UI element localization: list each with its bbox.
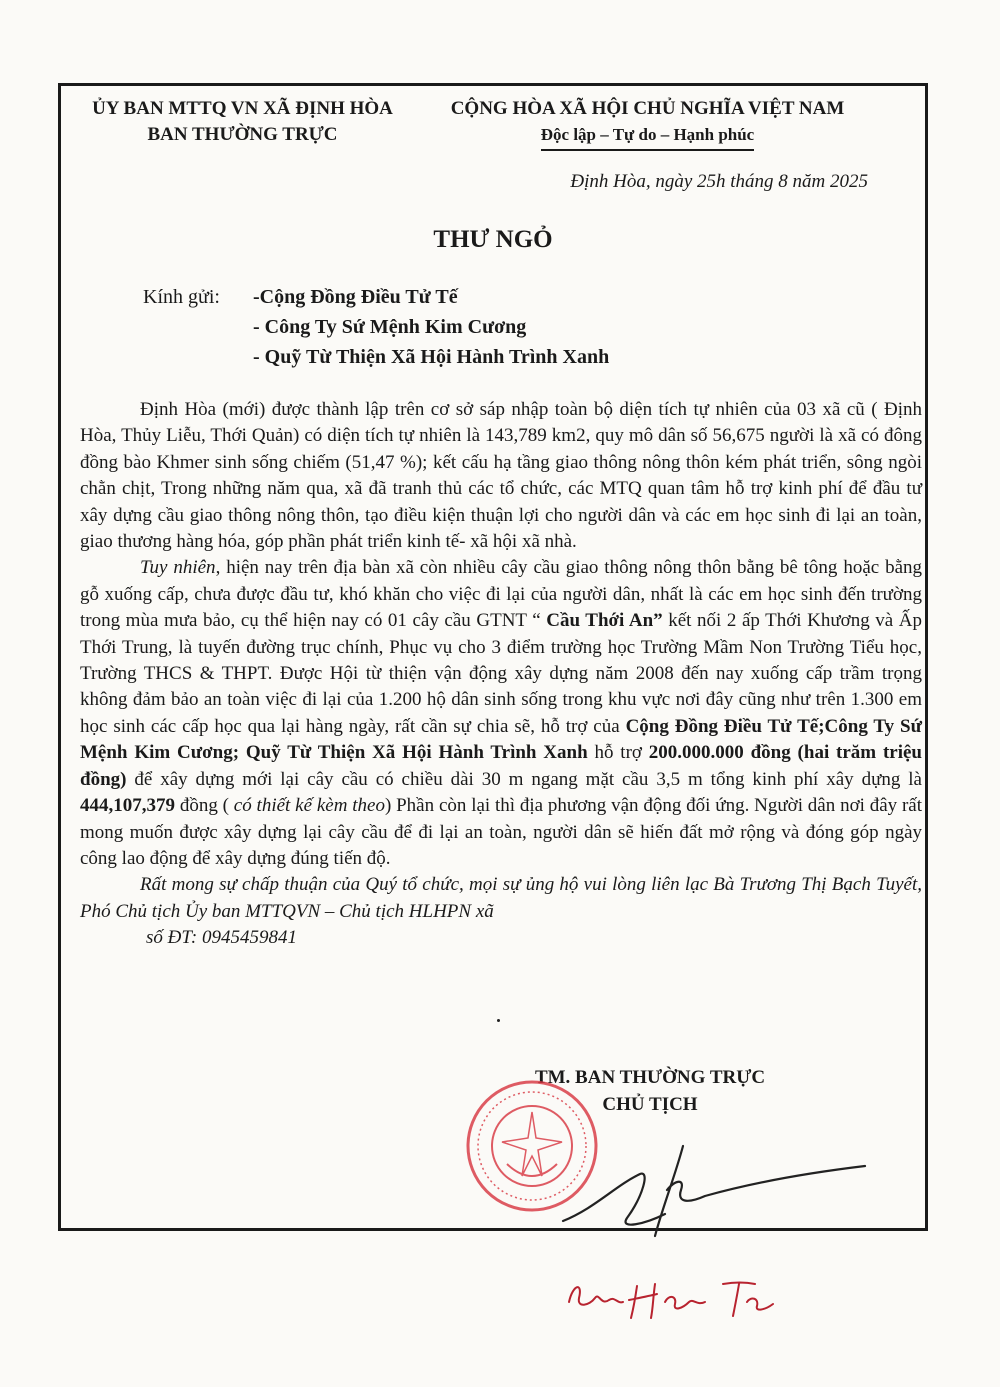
paragraph-contact: Rất mong sự chấp thuận của Quý tổ chức, mọi sự ủng hộ vui lòng liên lạc Bà Trương Thị Bạch Tuyết, Phó Chủ tịch Ủy ban MTTQVN – Chủ tịch HLHPN xã (80, 874, 922, 922)
signer-name-icon (565, 1272, 785, 1322)
recipient-item: - Quỹ Từ Thiện Xã Hội Hành Trình Xanh (253, 346, 610, 368)
document-title: THƯ NGỎ (433, 226, 553, 253)
issuer-header (70, 96, 415, 148)
issuer-name: ỦY BAN MTTQ VN XÃ ĐỊNH HÒA (92, 98, 393, 119)
recipient-item: - Công Ty Sứ Mệnh Kim Cương (253, 316, 527, 338)
recipients-label: Kính gửi: (143, 286, 220, 308)
paragraph-request: Tuy nhiên, hiện nay trên địa bàn xã còn nhiều cây cầu giao thông nông thôn bằng bê tông hoặc bằng gỗ xuống cấp, chưa được đầu tư, khó khăn cho việc đi lại của người dân, nhất là các em học sinh đến trường trong mùa mưa bảo, cụ thể hiện nay có 01 cây cầu GTNT “ Cầu Thới An” kết nối 2 ấp Thới Khương và Ấp Thới Trung, là tuyến đường trục chính, Phục vụ cho 3 điểm trường học Trường Mầm Non Trường Tiểu học, Trường THCS & THPT. Được Hội từ thiện vận động xây dựng năm 2008 đến nay xuống cấp trầm trọng không đảm bảo an toàn việc đi lại của 1.200 hộ dân sinh sống trong khu vực nơi đây cũng như trên 1.300 em học sinh các cấp học qua lại hàng ngày, rất cần sự chia sẽ, hỗ trợ của Cộng Đồng Điều Tử Tế;Công Ty Sứ Mệnh Kim Cương; Quỹ Từ Thiện Xã Hội Hành Trình Xanh hỗ trợ 200.000.000 đồng (hai trăm triệu đồng) để xây dựng mới lại cây cầu có chiều dài 30 m ngang mặt cầu 3,5 m tổng kinh phí xây dựng là 444,107,379 đồng ( có thiết kế kèm theo) Phần còn lại thì địa phương vận động đối ứng. Người dân nơi đây rất mong muốn được xây dựng lại cây cầu để đi lại an toàn, người dân sẽ hiến đất mở rộng và đóng góp ngày công lao động để xây dựng đúng tiến độ. (80, 557, 923, 869)
recipients (143, 282, 609, 372)
document-date: Định Hòa, ngày 25h tháng 8 năm 2025 (570, 171, 868, 192)
signature-role: CHỦ TỊCH (602, 1094, 698, 1115)
paragraph-intro: Định Hòa (mới) được thành lập trên cơ sở sáp nhập toàn bộ diện tích tự nhiên của 03 xã cũ ( Định Hòa, Thủy Liễu, Thới Quản) có diện tích tự nhiên là 143,789 km2, quy mô dân số 56,675 người là xã có đông đồng bào Khmer sinh sống chiếm (51,47 %); kết cấu hạ tầng giao thông nông thôn kém phát triển, sông ngòi chằn chịt, Trong những năm qua, xã đã tranh thủ các tổ chức, các MTQ quan tâm hỗ trợ kinh phí để đầu tư xây dựng cầu giao thông nông thôn, tạo điều kiện thuận lợi cho người dân và các em học sinh đi lại an toàn, giao thương hàng hóa, góp phần phát triển kinh tế- xã hội xã nhà. (80, 399, 922, 553)
handwritten-signature-icon (555, 1126, 875, 1256)
contact-phone: số ĐT: 0945459841 (146, 927, 297, 949)
letter-body (80, 397, 922, 952)
national-title: CỘNG HÒA XÃ HỘI CHỦ NGHĨA VIỆT NAM (450, 98, 845, 119)
national-motto: Độc lập – Tự do – Hạnh phúc (541, 122, 754, 151)
ink-speck (497, 1019, 500, 1022)
national-header (420, 96, 875, 151)
issuer-unit: BAN THƯỜNG TRỰC (147, 124, 338, 145)
signature-title: TM. BAN THƯỜNG TRỰC (534, 1067, 766, 1088)
recipient-item: -Cộng Đồng Điều Tử Tế (253, 286, 458, 308)
